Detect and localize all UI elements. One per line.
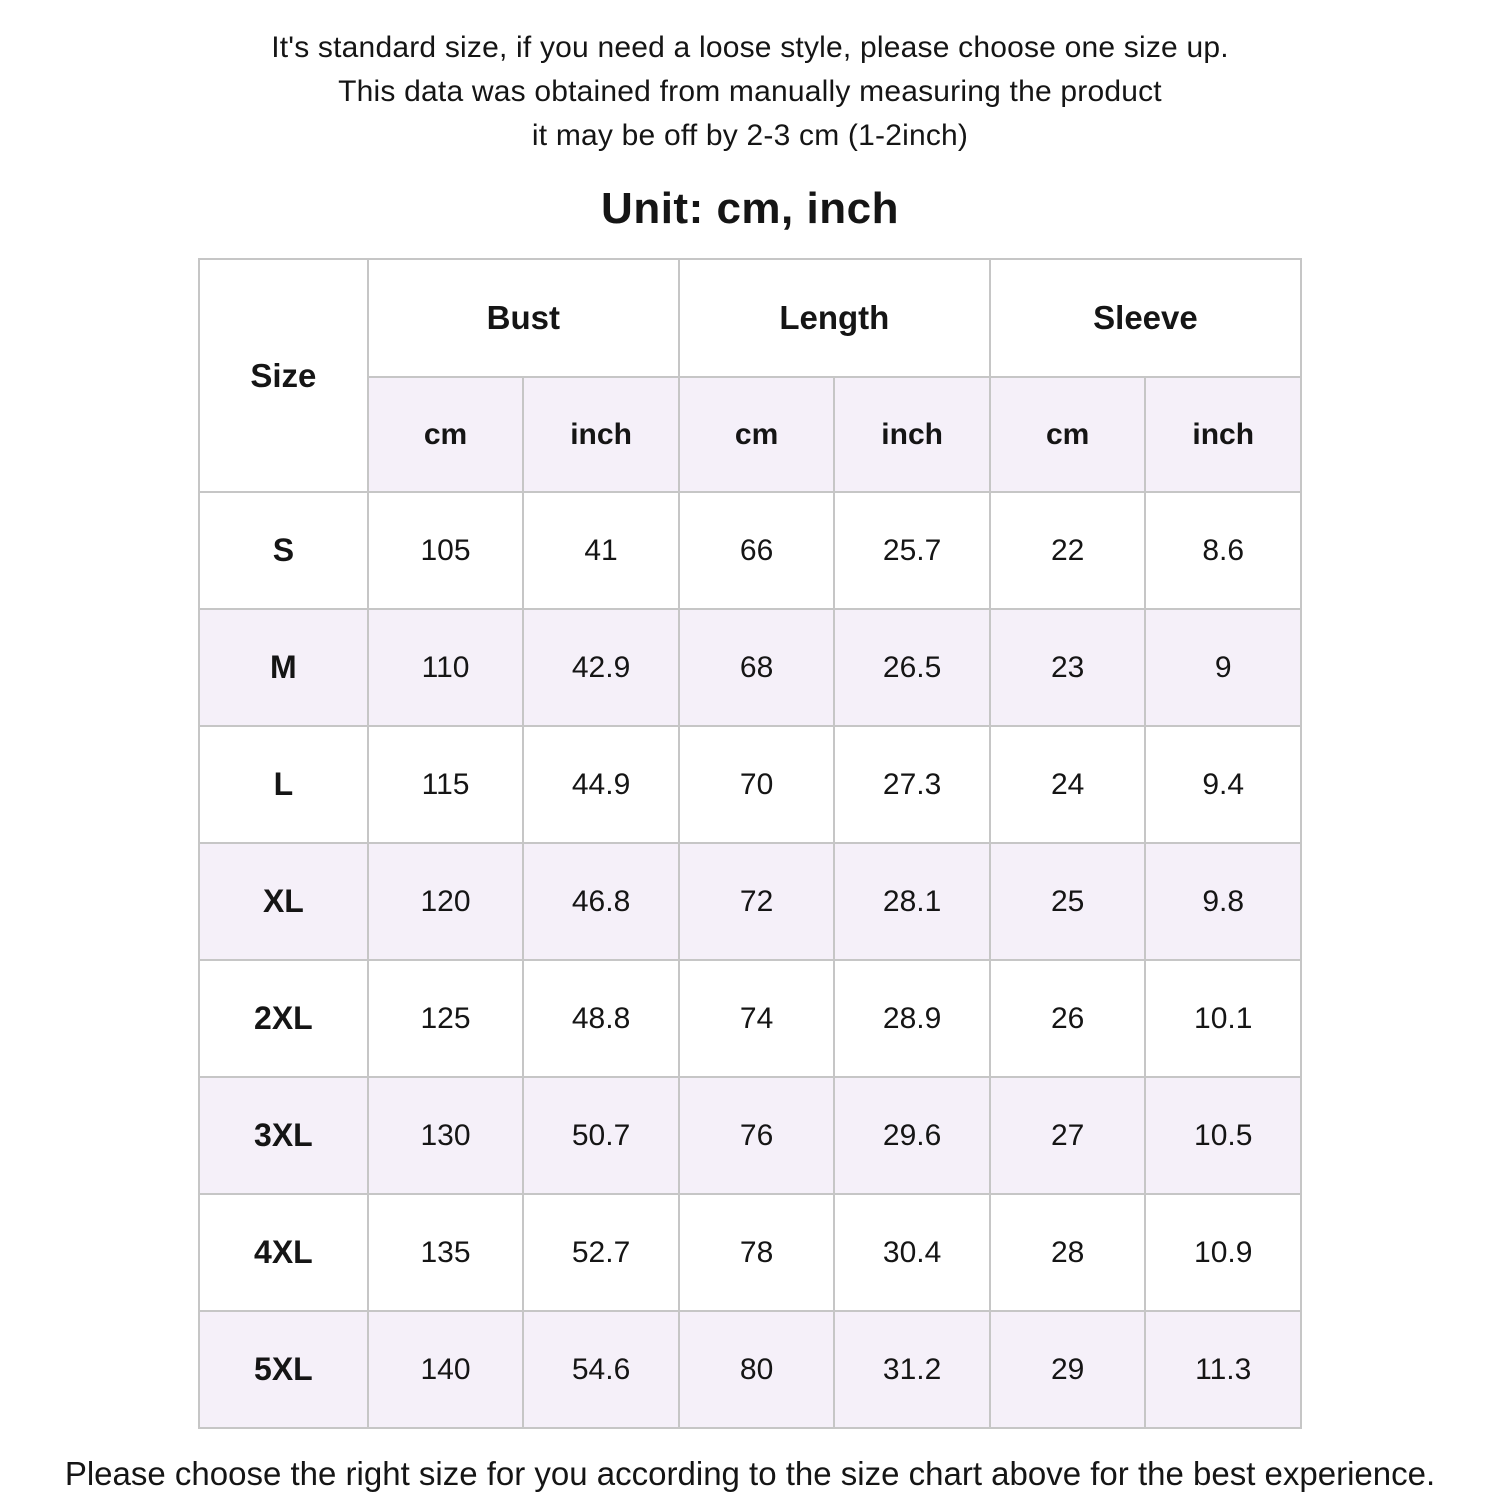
value-cell: 46.8 <box>523 843 679 960</box>
value-cell: 140 <box>368 1311 524 1428</box>
value-cell: 48.8 <box>523 960 679 1077</box>
value-cell: 9.4 <box>1145 726 1301 843</box>
value-cell: 31.2 <box>834 1311 990 1428</box>
value-cell: 68 <box>679 609 835 726</box>
column-header-bust: Bust <box>368 259 679 377</box>
column-header-sleeve: Sleeve <box>990 259 1301 377</box>
value-cell: 27 <box>990 1077 1146 1194</box>
table-row <box>199 1077 1301 1194</box>
value-cell: 66 <box>679 492 835 609</box>
value-cell: 28 <box>990 1194 1146 1311</box>
size-table-body <box>199 492 1301 1428</box>
disclaimer-line-3: it may be off by 2-3 cm (1-2inch) <box>531 119 969 152</box>
value-cell: 54.6 <box>523 1311 679 1428</box>
value-cell: 115 <box>368 726 524 843</box>
table-row <box>199 609 1301 726</box>
subheader-sleeve-inch: inch <box>1145 377 1301 492</box>
table-row <box>199 1194 1301 1311</box>
value-cell: 10.9 <box>1145 1194 1301 1311</box>
value-cell: 110 <box>368 609 524 726</box>
size-cell: 2XL <box>199 960 368 1077</box>
value-cell: 9.8 <box>1145 843 1301 960</box>
value-cell: 78 <box>679 1194 835 1311</box>
value-cell: 25 <box>990 843 1146 960</box>
value-cell: 11.3 <box>1145 1311 1301 1428</box>
value-cell: 9 <box>1145 609 1301 726</box>
table-row <box>199 960 1301 1077</box>
value-cell: 130 <box>368 1077 524 1194</box>
size-chart-table <box>198 258 1302 1429</box>
table-row <box>199 492 1301 609</box>
value-cell: 26 <box>990 960 1146 1077</box>
unit-title: Unit: cm, inch <box>601 184 899 233</box>
column-header-size: Size <box>199 259 368 492</box>
size-cell: 5XL <box>199 1311 368 1428</box>
disclaimer-line-1: It's standard size, if you need a loose style, please choose one size up. <box>271 31 1229 64</box>
subheader-sleeve-cm: cm <box>990 377 1146 492</box>
value-cell: 28.9 <box>834 960 990 1077</box>
value-cell: 50.7 <box>523 1077 679 1194</box>
value-cell: 105 <box>368 492 524 609</box>
value-cell: 70 <box>679 726 835 843</box>
subheader-bust-inch: inch <box>523 377 679 492</box>
value-cell: 41 <box>523 492 679 609</box>
value-cell: 8.6 <box>1145 492 1301 609</box>
disclaimer-line-2: This data was obtained from manually measuring the product <box>338 75 1162 108</box>
value-cell: 26.5 <box>834 609 990 726</box>
value-cell: 52.7 <box>523 1194 679 1311</box>
value-cell: 74 <box>679 960 835 1077</box>
value-cell: 42.9 <box>523 609 679 726</box>
value-cell: 29.6 <box>834 1077 990 1194</box>
value-cell: 10.1 <box>1145 960 1301 1077</box>
value-cell: 24 <box>990 726 1146 843</box>
value-cell: 28.1 <box>834 843 990 960</box>
value-cell: 22 <box>990 492 1146 609</box>
value-cell: 27.3 <box>834 726 990 843</box>
value-cell: 10.5 <box>1145 1077 1301 1194</box>
value-cell: 76 <box>679 1077 835 1194</box>
table-row <box>199 843 1301 960</box>
value-cell: 44.9 <box>523 726 679 843</box>
size-cell: 4XL <box>199 1194 368 1311</box>
value-cell: 135 <box>368 1194 524 1311</box>
column-header-length: Length <box>679 259 990 377</box>
size-cell: S <box>199 492 368 609</box>
value-cell: 80 <box>679 1311 835 1428</box>
size-cell: XL <box>199 843 368 960</box>
subheader-bust-cm: cm <box>368 377 524 492</box>
value-cell: 72 <box>679 843 835 960</box>
size-disclaimer <box>0 26 1500 158</box>
value-cell: 29 <box>990 1311 1146 1428</box>
table-row <box>199 1311 1301 1428</box>
subheader-length-cm: cm <box>679 377 835 492</box>
value-cell: 30.4 <box>834 1194 990 1311</box>
table-row <box>199 726 1301 843</box>
value-cell: 120 <box>368 843 524 960</box>
footer-note: Please choose the right size for you according to the size chart above for the best experience. <box>64 1455 1436 1492</box>
value-cell: 23 <box>990 609 1146 726</box>
subheader-length-inch: inch <box>834 377 990 492</box>
value-cell: 25.7 <box>834 492 990 609</box>
size-cell: M <box>199 609 368 726</box>
header-group-row <box>199 259 1301 377</box>
size-cell: 3XL <box>199 1077 368 1194</box>
value-cell: 125 <box>368 960 524 1077</box>
size-cell: L <box>199 726 368 843</box>
